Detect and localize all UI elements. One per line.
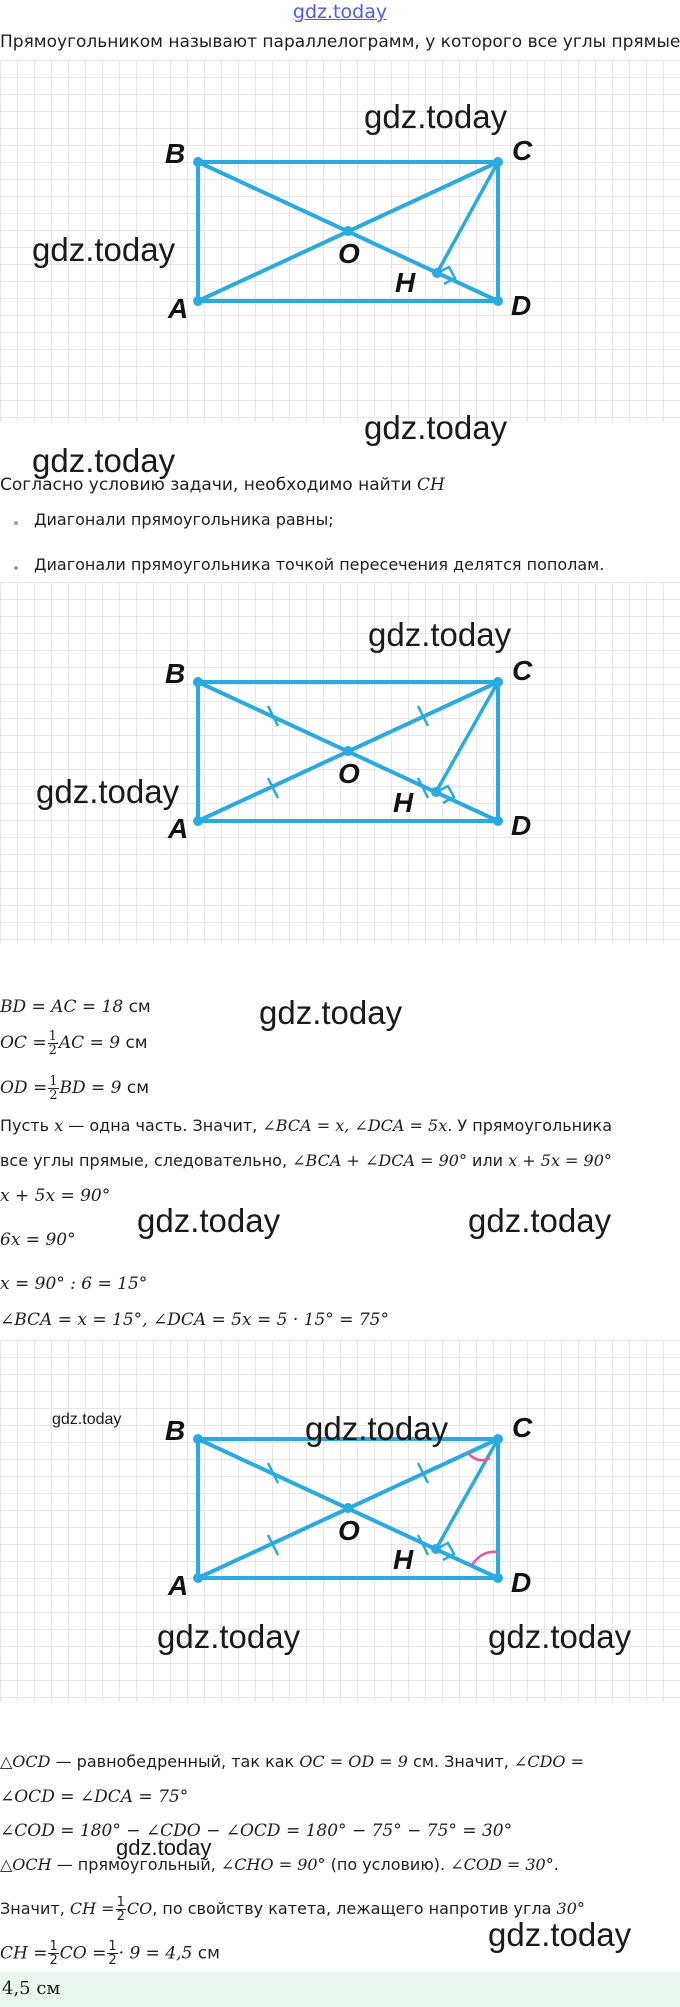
vertex-label-b: B [165,138,186,169]
intro-text: Прямоугольником называют параллелограмм, у которого все углы прямые [0,32,680,52]
reasoning-line-2: все углы прямые, следовательно, ∠BCA + ∠DCA = 90° или x + 5x = 90° [0,1151,612,1170]
answer-value: 4,5 см [2,1978,61,1999]
watermark: gdz.today [364,409,508,446]
equation-line: x + 5x = 90° [0,1186,111,1206]
bullet-marker [14,566,18,570]
bullet-item: Диагонали прямоугольника точкой пересечения делятся пополам. [34,555,605,574]
conclusion-line-6: CH = $\frac{1}{2}$ CO = $\frac{1}{2}$ · 9 = 4,5 см [0,1939,220,1968]
equation-line: 6x = 90° [0,1230,76,1250]
watermark: gdz.today [468,1202,612,1239]
vertex-label-d: D [511,290,532,321]
equation-oc: OC = $\frac{1}{2}$ AC = 9 см [0,1029,148,1058]
figure-2-drawing [0,582,680,944]
watermark: gdz.today [52,1411,122,1428]
watermark: gdz.today [36,773,180,810]
vertex-label-h: H [393,1544,414,1575]
figure-1 [0,60,680,446]
vertex-label-c: C [512,1412,533,1443]
watermark: gdz.today [157,1618,301,1655]
reasoning-line-1: Пусть x — одна часть. Значит, ∠BCA = x, ∠DCA = 5x. У прямоугольника [0,1116,612,1135]
watermark: gdz.today [488,1618,632,1655]
watermark: gdz.today [137,1202,281,1239]
equation-od: OD = $\frac{1}{2}$ BD = 9 см [0,1074,150,1103]
vertex-label-h: H [393,787,414,818]
vertex-label-c: C [512,655,533,686]
watermark: gdz.today [488,1916,632,1953]
equation-line: x = 90° : 6 = 15° [0,1274,148,1294]
vertex-label-b: B [165,658,186,689]
watermark: gdz.today [259,994,403,1031]
vertex-label-c: C [512,135,533,166]
answer-box [0,1972,680,2007]
vertex-label-a: A [168,813,189,844]
vertex-label-a: A [168,293,189,324]
watermark: gdz.today [368,616,512,653]
vertex-label-d: D [511,1567,532,1598]
conclusion-line-4: △OCH — прямоугольный, ∠CHO = 90° (по условию). ∠COD = 30°. [0,1855,559,1874]
vertex-label-o: O [338,1515,360,1546]
conclusion-line-3: ∠COD = 180° − ∠CDO − ∠OCD = 180° − 75° − 75° = 30° [0,1821,513,1841]
figure-2 [0,582,680,944]
conclusion-line-5: Значит, CH = $\frac{1}{2}$ CO, по свойству катета, лежащего напротив угла 30° [0,1895,585,1924]
watermark: gdz.today [116,1835,212,1860]
vertex-label-o: O [338,238,360,269]
equation-line: ∠BCA = x = 15°, ∠DCA = 5x = 5 · 15° = 75° [0,1310,389,1330]
watermark: gdz.today [364,98,508,135]
vertex-label-d: D [511,810,532,841]
task-statement: Согласно условию задачи, необходимо найти CH [0,475,445,495]
equation-bd-ac: BD = AC = 18 см [0,997,151,1017]
watermark: gdz.today [32,231,176,268]
bullet-marker [14,521,18,525]
vertex-label-o: O [338,758,360,789]
vertex-label-b: B [165,1415,186,1446]
watermark: gdz.today [32,442,176,479]
bullet-item: Диагонали прямоугольника равны; [34,510,334,529]
watermark: gdz.today [305,1410,449,1447]
vertex-label-a: A [168,1570,189,1601]
conclusion-line-2: ∠OCD = ∠DCA = 75° [0,1787,189,1807]
site-logo-link[interactable]: gdz.today [292,1,388,23]
vertex-label-h: H [395,267,416,298]
conclusion-line-1: △OCD — равнобедренный, так как OC = OD = 9 см. Значит, ∠CDO = [0,1752,585,1771]
figure-3 [0,1340,680,1702]
